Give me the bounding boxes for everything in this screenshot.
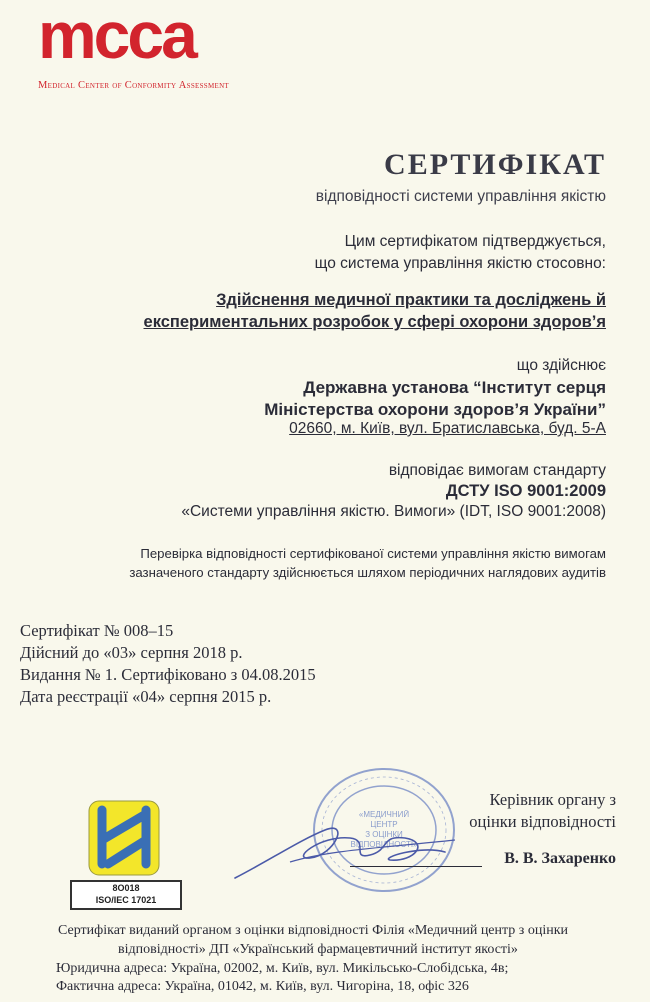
svg-text:«МЕДИЧНИЙ: «МЕДИЧНИЙ (358, 810, 410, 819)
accreditation-code: 8О018 (112, 883, 140, 893)
scope-line-1: Здійснення медичної практики та досліджень й (216, 291, 606, 309)
svg-text:ЦЕНТР: ЦЕНТР (370, 820, 398, 829)
footer-line-1: Сертифікат виданий органом з оцінки відповідності Філія «Медичний центр з оцінки (58, 923, 569, 938)
performs-label: що здійснює (516, 357, 606, 374)
verification-line-1: Перевірка відповідності сертифікованої системи управління якістю вимогам (140, 546, 606, 561)
footer-line-2: відповідності» ДП «Український фармацевтичний інститут якості» (118, 942, 518, 957)
certificate-subtitle: відповідності системи управління якістю (315, 188, 606, 205)
valid-until: Дійсний до «03» серпня 2018 р. (20, 643, 243, 662)
signature-scribble (230, 800, 460, 890)
certificate-title: СЕРТИФІКАТ (384, 148, 606, 181)
standard-name: «Системи управління якістю. Вимоги» (IDT, ISO 9001:2008) (181, 503, 606, 520)
organization-line-1: Державна установа “Інститут серця (303, 378, 606, 397)
svg-text:mcca: mcca (38, 6, 195, 70)
standard-code: ДСТУ ISO 9001:2009 (445, 482, 606, 500)
svg-text:ВІДПОВІДНОСТІ»: ВІДПОВІДНОСТІ» (350, 840, 418, 849)
verification-line-2: зазначеного стандарту здійснюється шляхом періодичних наглядових аудитів (129, 565, 606, 580)
footer-actual-address: Фактична адреса: Україна, 01042, м. Київ, вул. Чигоріна, 18, офіс 326 (56, 979, 469, 994)
head-title-line-1: Керівник органу з (489, 790, 616, 809)
accreditation-standard: ISO/IEC 17021 (95, 895, 157, 905)
signer-name: В. В. Захаренко (504, 850, 616, 867)
edition-info: Видання № 1. Сертифіковано з 04.08.2015 (20, 665, 316, 684)
organization-line-2: Міністерства охорони здоров’я України” (264, 400, 606, 419)
head-title-line-2: оцінки відповідності (469, 812, 616, 831)
accreditation-logo-icon (88, 800, 160, 876)
registration-date: Дата реєстрації «04» серпня 2015 р. (20, 687, 272, 706)
footer-legal-address: Юридична адреса: Україна, 02002, м. Київ, вул. Микільсько-Слобідська, 4в; (56, 961, 509, 976)
meets-standard-label: відповідає вимогам стандарту (388, 462, 606, 479)
accreditation-box (70, 880, 182, 910)
intro-line-2: що система управління якістю стосовно: (314, 255, 606, 272)
scope-line-2: експериментальних розробок у сфері охорони здоров’я (143, 313, 606, 331)
mcca-logo-mark (38, 6, 228, 70)
intro-line-1: Цим сертифікатом підтверджується, (344, 233, 606, 250)
organization-address: 02660, м. Київ, вул. Братиславська, буд. 5-А (289, 420, 606, 437)
svg-text:З ОЦІНКИ: З ОЦІНКИ (365, 830, 403, 839)
signature-line (350, 866, 482, 867)
certificate-number: Сертифікат № 008–15 (20, 621, 174, 640)
logo-subtitle: Medical Center of Conformity Assessment (38, 80, 230, 91)
